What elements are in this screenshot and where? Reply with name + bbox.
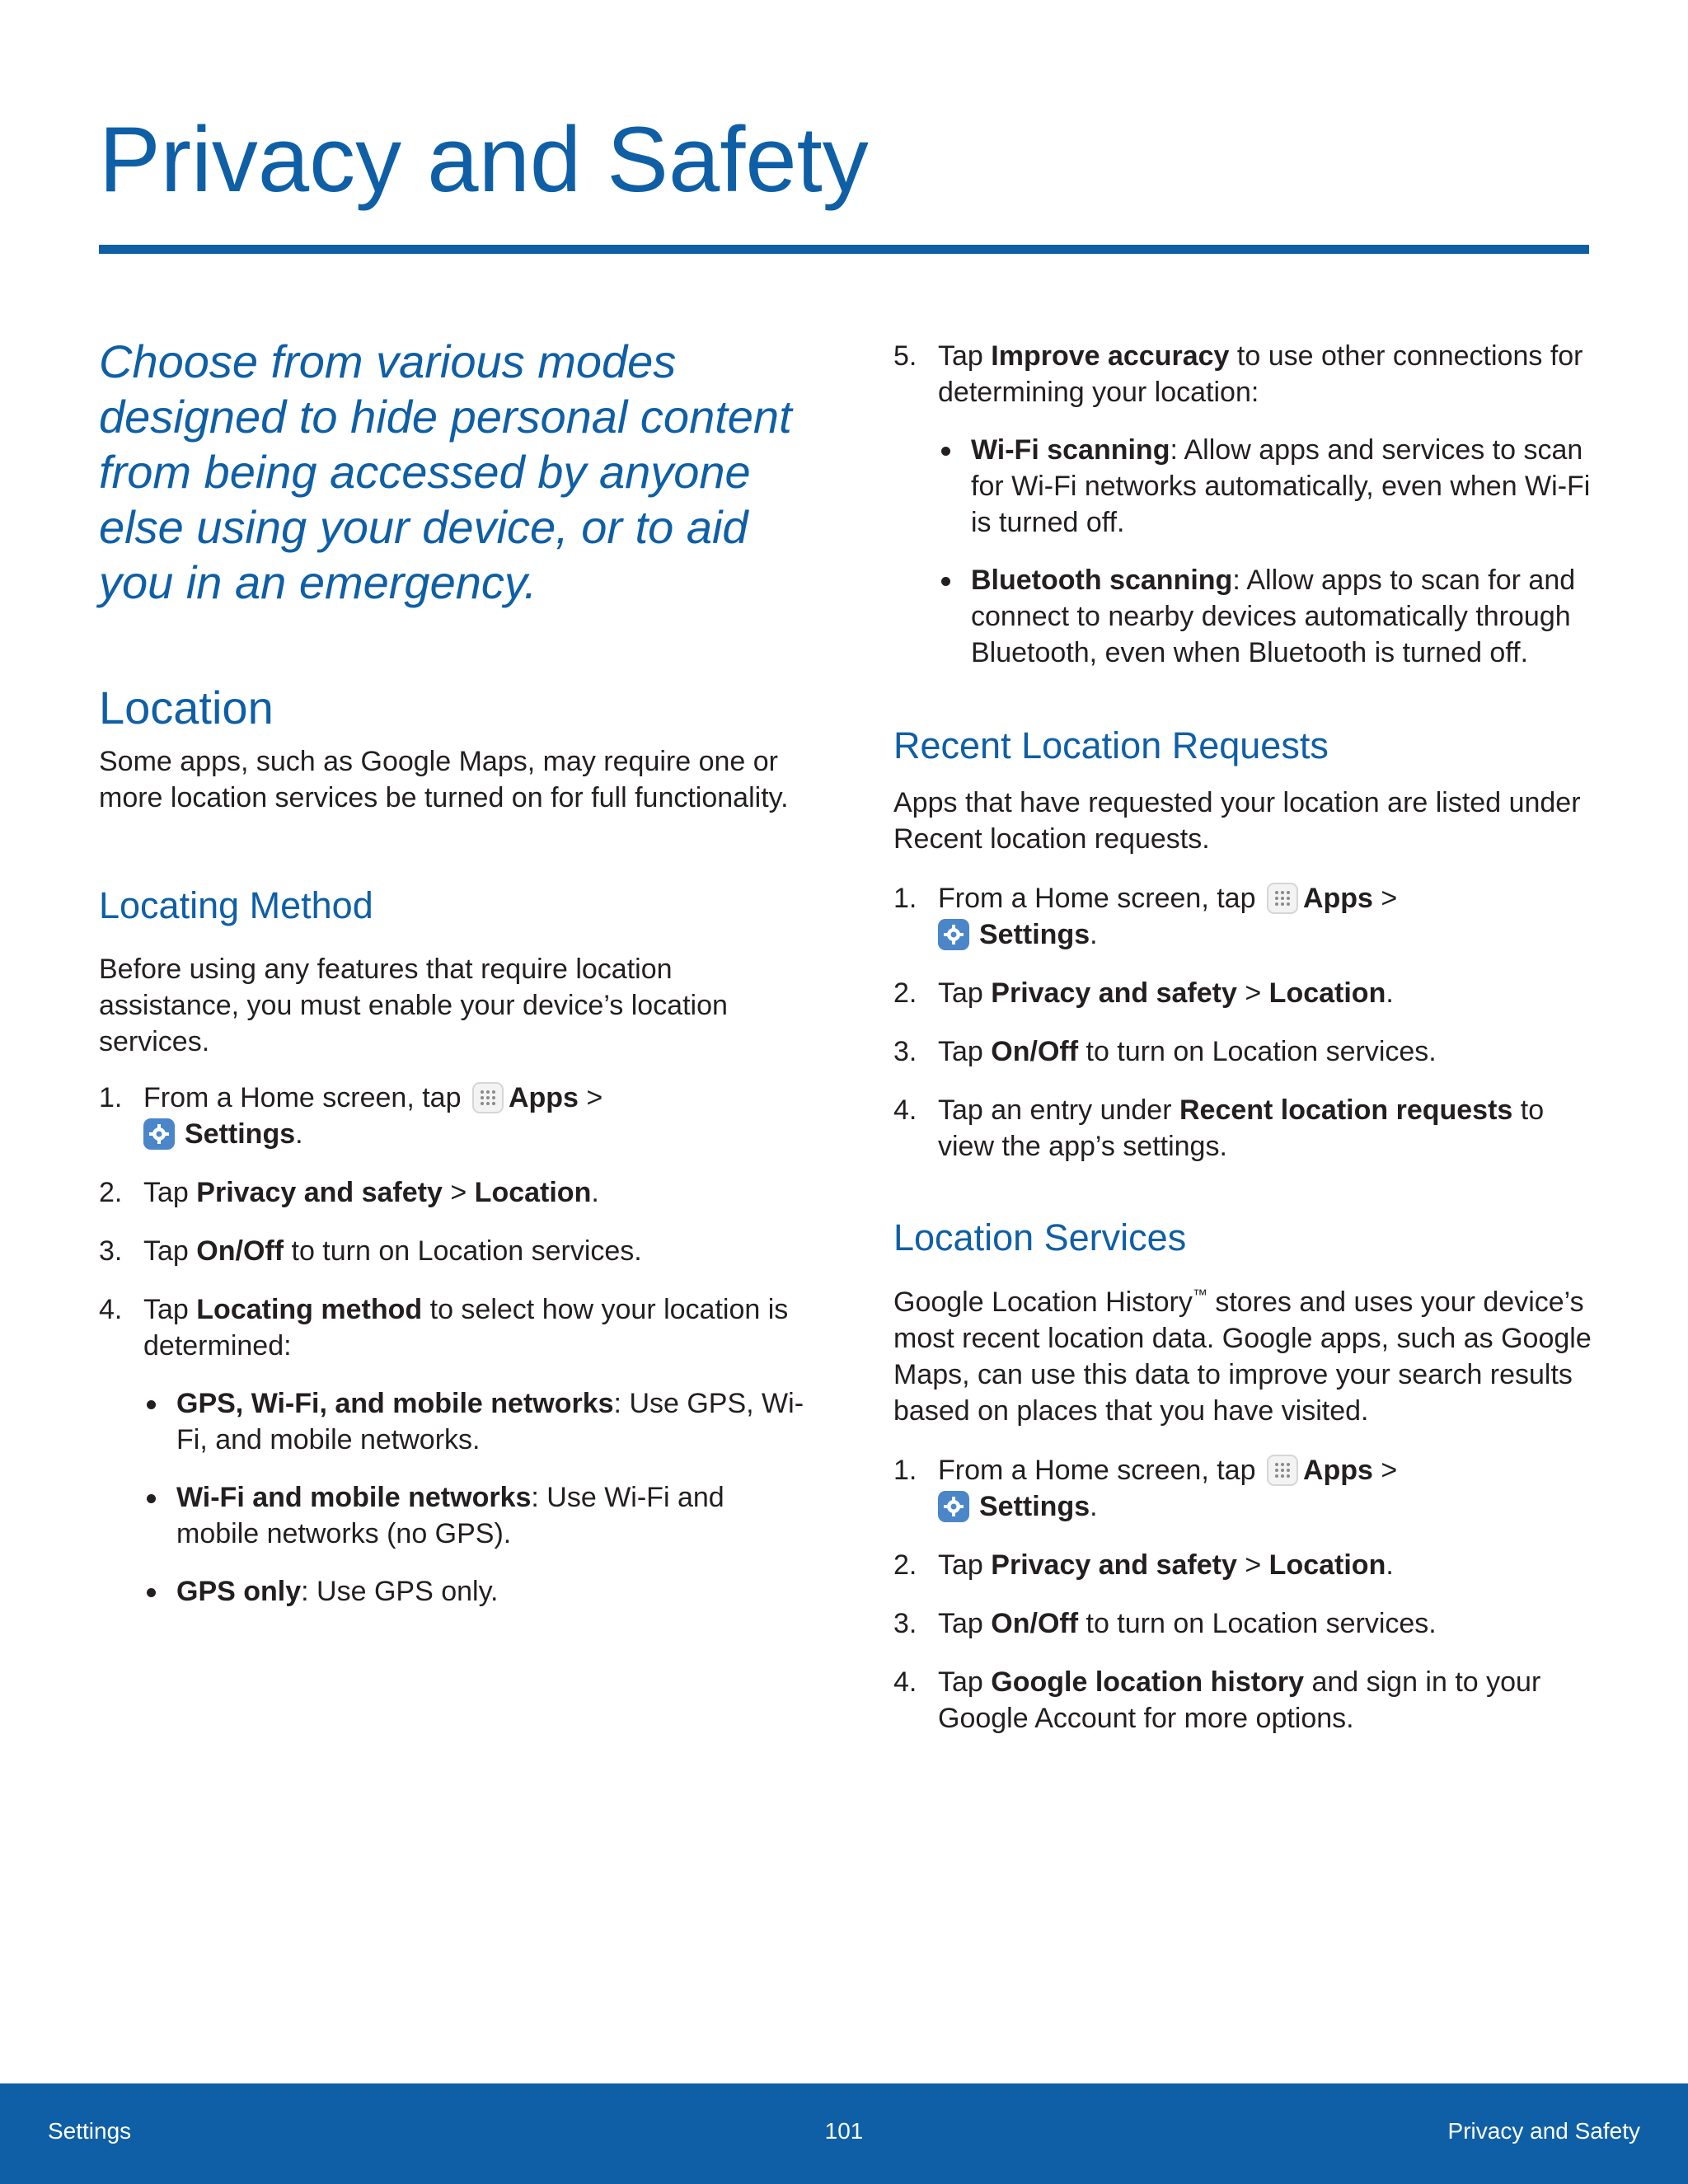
- bullet-dot: [147, 1588, 156, 1597]
- list-item: 1. From a Home screen, tap Apps > Settings.: [893, 1452, 1594, 1525]
- list-item: GPS, Wi-Fi, and mobile networks: Use GPS, Wi-Fi, and mobile networks.: [143, 1385, 808, 1458]
- apps-grid-icon: [472, 1082, 504, 1113]
- step-number: 3.: [893, 1036, 917, 1067]
- accuracy-options: [938, 432, 1594, 671]
- locating-method-steps: [99, 1080, 808, 1610]
- list-item: 3. Tap On/Off to turn on Location services.: [99, 1233, 808, 1269]
- step-number: 1.: [893, 883, 917, 914]
- step-number: 5.: [893, 340, 917, 372]
- left-column: [99, 334, 808, 1632]
- bullet-dot: [147, 1494, 156, 1503]
- list-item: Wi-Fi and mobile networks: Use Wi-Fi and mobile networks (no GPS).: [143, 1479, 808, 1552]
- list-item: Bluetooth scanning: Allow apps to scan for and connect to nearby devices automatically through Bluetooth, even when Bluetooth is turned off.: [938, 562, 1594, 671]
- recent-requests-steps: [893, 880, 1594, 1165]
- location-services-body: Google Location History™ stores and uses your device’s most recent location data. Google apps, such as Google Maps, can use this data to improve your search results based on places that you have visited.: [893, 1286, 1592, 1427]
- list-item: 4. Tap an entry under Recent location requests to view the app’s settings.: [893, 1092, 1594, 1165]
- apps-grid-icon: [1267, 883, 1298, 914]
- gear-icon: [938, 919, 969, 950]
- step-number: 3.: [893, 1608, 917, 1639]
- list-item: 5. Tap Improve accuracy to use other connections for determining your location: Wi-Fi scanning: Allow apps and services to scan for Wi-Fi networks automatically, even when Wi-Fi is turned off. Bluetooth scanning: Allow apps to scan for and connect to nearby devices automatically through Bluetooth, even when Bluetooth is turned off.: [893, 338, 1594, 671]
- page-footer: [0, 2083, 1688, 2184]
- footer-chapter: Settings: [48, 2118, 132, 2144]
- right-column: [893, 338, 1594, 1759]
- gear-icon: [938, 1491, 969, 1522]
- location-services-steps: [893, 1452, 1594, 1736]
- location-services-heading: Location Services: [893, 1216, 1187, 1258]
- list-item: 2. Tap Privacy and safety > Location.: [893, 975, 1594, 1011]
- list-item: Wi-Fi scanning: Allow apps and services to scan for Wi-Fi networks automatically, even when Wi-Fi is turned off.: [938, 432, 1594, 541]
- locating-method-heading: Locating Method: [99, 883, 373, 926]
- list-item: 2. Tap Privacy and safety > Location.: [99, 1174, 808, 1211]
- list-item: 4. Tap Google location history and sign in to your Google Account for more options.: [893, 1664, 1594, 1736]
- list-item: 3. Tap On/Off to turn on Location services.: [893, 1605, 1594, 1642]
- step-number: 1.: [893, 1455, 917, 1486]
- step-number: 4.: [893, 1666, 917, 1698]
- bullet-dot: [147, 1400, 156, 1409]
- step-number: 4.: [99, 1293, 123, 1325]
- bullet-dot: [941, 577, 950, 586]
- title-rule: [99, 245, 1589, 254]
- list-item: GPS only: Use GPS only.: [143, 1573, 808, 1610]
- step-number: 4.: [893, 1094, 917, 1126]
- page-title: Privacy and Safety: [99, 108, 869, 211]
- locating-method-body: Before using any features that require location assistance, you must enable your device’s location services.: [99, 953, 728, 1057]
- page-number: 101: [824, 2118, 864, 2144]
- gear-icon: [143, 1118, 175, 1150]
- step-number: 1.: [99, 1081, 123, 1113]
- list-item: 2. Tap Privacy and safety > Location.: [893, 1547, 1594, 1583]
- intro-text: Choose from various modes designed to hide personal content from being accessed by anyone else using your device, or to aid you in an emergency.: [99, 335, 792, 608]
- location-body: Some apps, such as Google Maps, may require one or more location services be turned on for full functionality.: [99, 745, 789, 813]
- locating-method-steps-continued: [893, 338, 1594, 671]
- step-number: 3.: [99, 1235, 123, 1267]
- list-item: 1. From a Home screen, tap Apps > Settings.: [99, 1080, 808, 1152]
- recent-requests-heading: Recent Location Requests: [893, 724, 1329, 766]
- list-item: 1. From a Home screen, tap Apps > Settings.: [893, 880, 1594, 953]
- footer-section: Privacy and Safety: [1447, 2118, 1640, 2144]
- recent-requests-body: Apps that have requested your location are listed under Recent location requests.: [893, 787, 1581, 855]
- apps-grid-icon: [1267, 1455, 1298, 1486]
- list-item: 3. Tap On/Off to turn on Location services.: [893, 1033, 1594, 1070]
- step-number: 2.: [893, 977, 917, 1009]
- list-item: 4. Tap Locating method to select how your location is determined: GPS, Wi-Fi, and mobile networks: Use GPS, Wi-Fi, and mobile networks. Wi-Fi and mobile networks: Use Wi-Fi and mobile networks (no GPS). GPS only: Use GPS only.: [99, 1291, 808, 1610]
- bullet-dot: [941, 447, 950, 456]
- step-number: 2.: [99, 1176, 123, 1208]
- locating-options: [143, 1385, 808, 1610]
- step-number: 2.: [893, 1549, 917, 1581]
- location-heading: Location: [99, 682, 274, 733]
